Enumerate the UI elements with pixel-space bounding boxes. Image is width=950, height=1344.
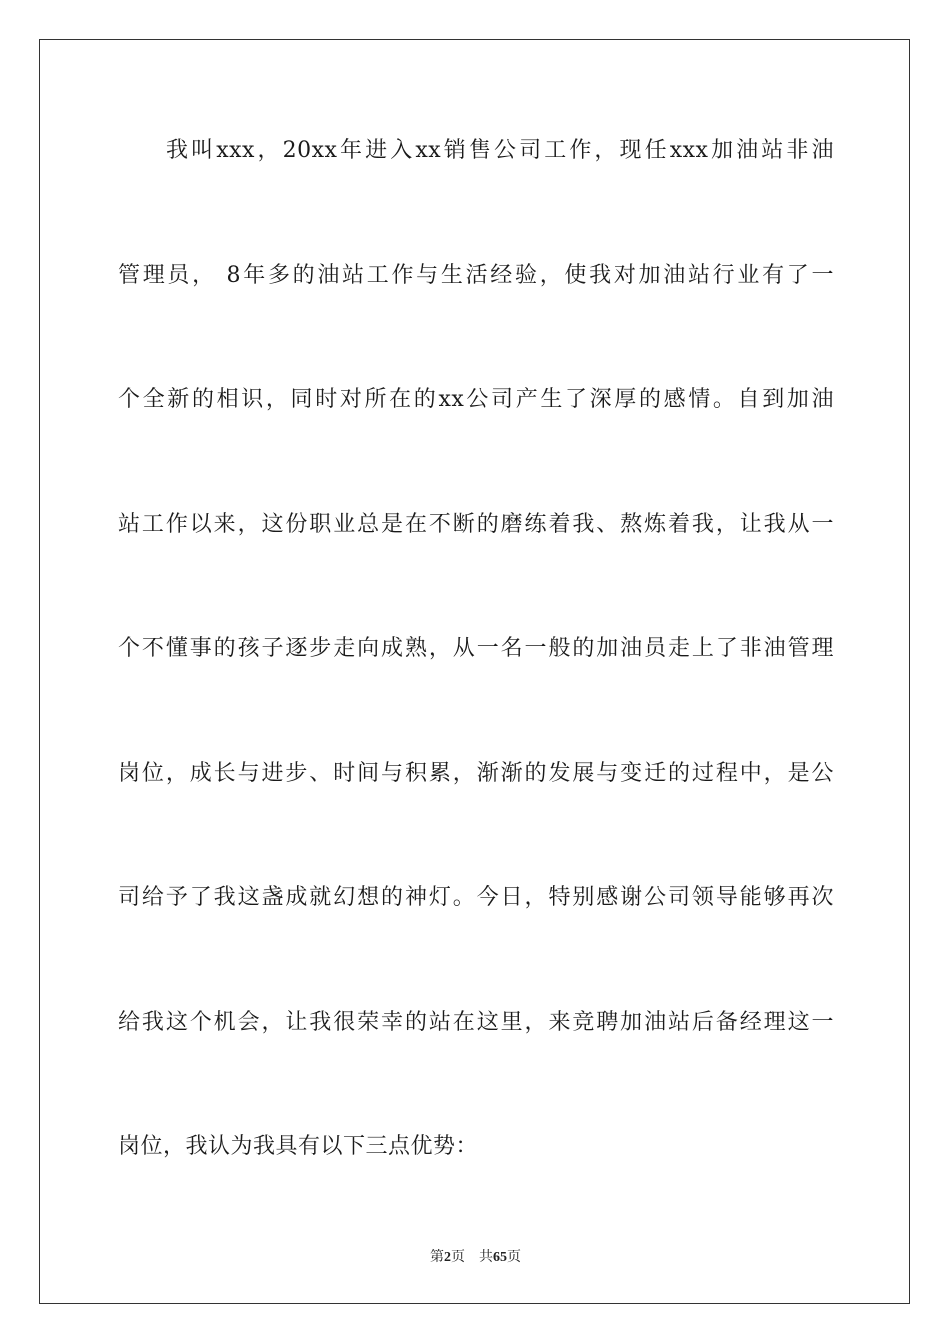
page-frame (39, 39, 910, 1304)
paragraph-line-1: 我叫xxx，20xx年进入xx销售公司工作，现任xxx加油站非油 (166, 138, 834, 163)
footer-page-suffix: 页 (451, 1250, 465, 1265)
page-footer (40, 1246, 911, 1266)
paragraph-line-7: 司给予了我这盏成就幻想的神灯。今日，特别感谢公司领导能够再次 (118, 885, 834, 910)
paragraph-line-4: 站工作以来，这份职业总是在不断的磨练着我、熬炼着我，让我从一 (118, 512, 834, 537)
paragraph-line-3: 个全新的相识，同时对所在的xx公司产生了深厚的感情。自到加油 (118, 387, 834, 412)
paragraph-line-2: 管理员， 8年多的油站工作与生活经验，使我对加油站行业有了一 (118, 263, 834, 288)
footer-page-number: 2 (444, 1250, 451, 1265)
paragraph-line-6: 岗位，成长与进步、时间与积累，渐渐的发展与变迁的过程中，是公 (118, 761, 834, 786)
paragraph-line-5: 个不懂事的孩子逐步走向成熟，从一名一般的加油员走上了非油管理 (118, 636, 834, 661)
footer-page-prefix: 第 (430, 1250, 444, 1265)
paragraph-line-9: 岗位，我认为我具有以下三点优势： (118, 1134, 479, 1159)
paragraph-line-8: 给我这个机会，让我很荣幸的站在这里，来竞聘加油站后备经理这一 (118, 1010, 834, 1035)
footer-total-pages: 65 (493, 1250, 507, 1265)
footer-total-prefix: 共 (479, 1250, 493, 1265)
footer-total-suffix: 页 (507, 1250, 521, 1265)
